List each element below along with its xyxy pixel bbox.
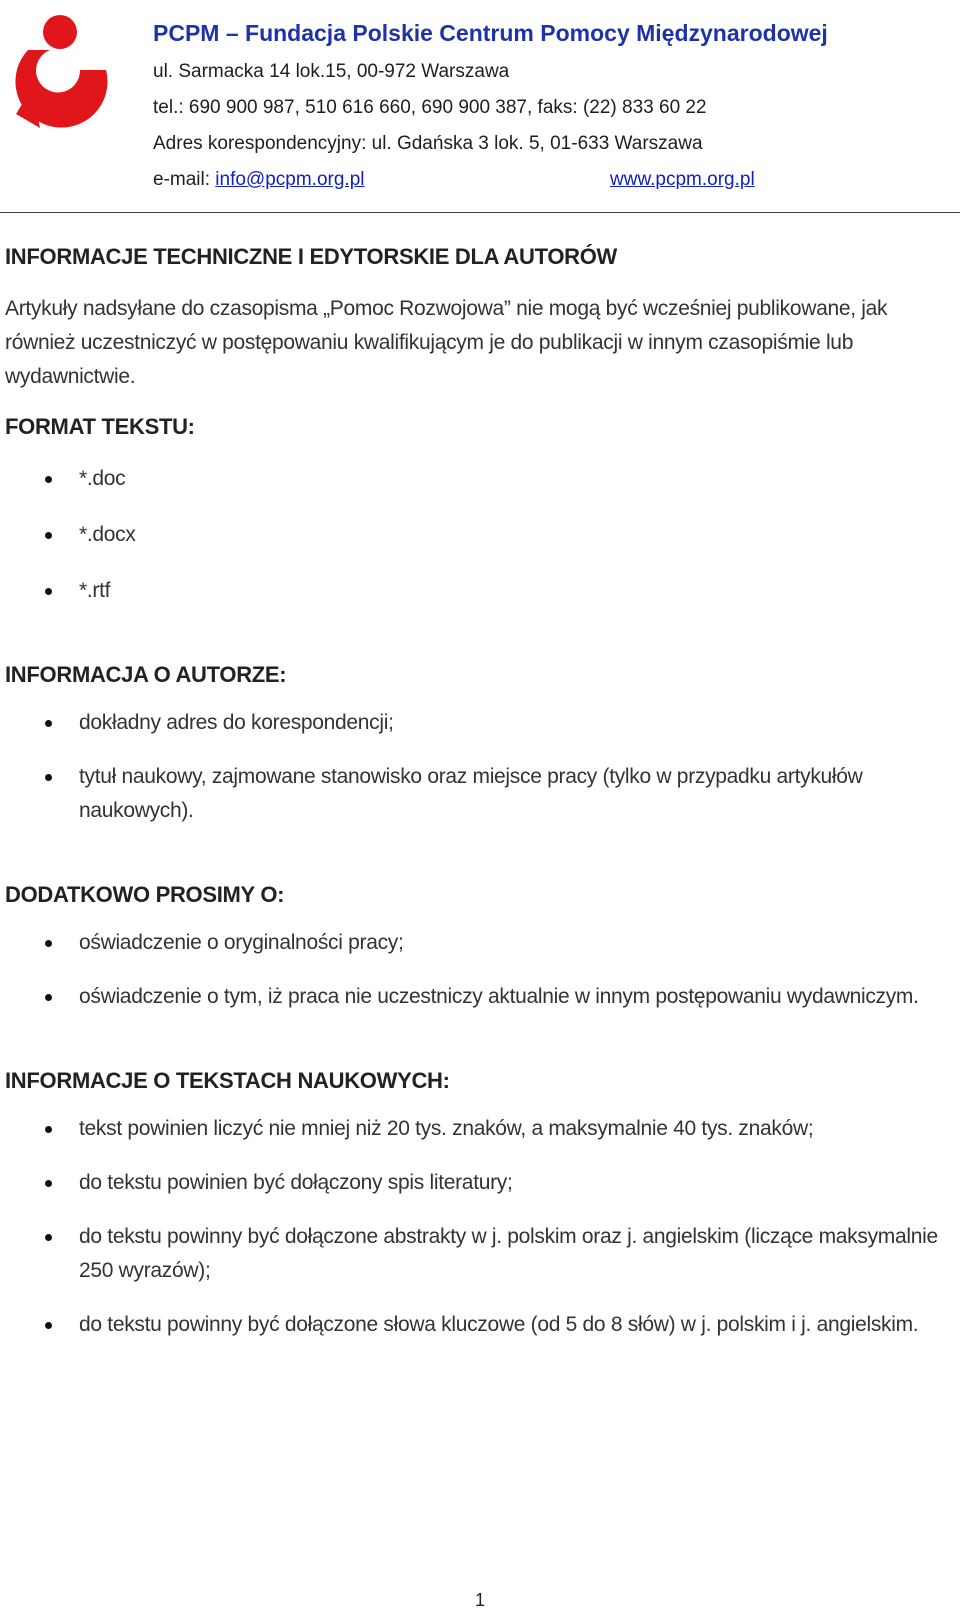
phone-line: tel.: 690 900 987, 510 616 660, 690 900 387, faks: (22) 833 60 22 <box>153 97 707 118</box>
document-body <box>5 236 955 1342</box>
organization-name: PCPM – Fundacja Polskie Centrum Pomocy Międzynarodowej <box>153 20 828 46</box>
list-item: do tekstu powinien być dołączony spis literatury; <box>5 1166 955 1200</box>
author-info-section <box>5 662 955 828</box>
list-item: dokładny adres do korespondencji; <box>5 706 955 740</box>
email-link[interactable]: info@pcpm.org.pl <box>215 169 365 190</box>
list-item: oświadczenie o tym, iż praca nie uczestniczy aktualnie w innym postępowaniu wydawniczym. <box>5 980 955 1014</box>
list-item: oświadczenie o oryginalności pracy; <box>5 926 955 960</box>
list-item: *.rtf <box>5 574 955 608</box>
list-item: tekst powinien liczyć nie mniej niż 20 tys. znaków, a maksymalnie 40 tys. znaków; <box>5 1112 955 1146</box>
website-link[interactable]: www.pcpm.org.pl <box>610 169 755 190</box>
correspondence-address-line: Adres korespondencyjny: ul. Gdańska 3 lok. 5, 01-633 Warszawa <box>153 133 703 154</box>
additional-list <box>5 926 955 1014</box>
scientific-texts-list <box>5 1112 955 1342</box>
format-list <box>5 462 955 608</box>
intro-paragraph: Artykuły nadsyłane do czasopisma „Pomoc Rozwojowa” nie mogą być wcześniej publikowane, jak również uczestniczyć w postępowaniu kwalifikującym je do publikacji w innym czasopiśmie lub wydawnictwie. <box>5 297 888 388</box>
section-heading-scientific: INFORMACJE O TEKSTACH NAUKOWYCH: <box>5 1068 450 1093</box>
address-line: ul. Sarmacka 14 lok.15, 00-972 Warszawa <box>153 61 510 82</box>
list-item: do tekstu powinny być dołączone abstrakty w j. polskim oraz j. angielskim (liczące maksymalnie 250 wyrazów); <box>5 1220 955 1288</box>
pcpm-logo <box>6 10 112 130</box>
scientific-texts-section <box>5 1068 955 1342</box>
page-number: 1 <box>474 1590 485 1610</box>
author-info-list <box>5 706 955 828</box>
section-heading-author: INFORMACJA O AUTORZE: <box>5 662 287 687</box>
document-title: INFORMACJE TECHNICZNE I EDYTORSKIE DLA AUTORÓW <box>5 244 617 269</box>
additional-section <box>5 882 955 1014</box>
list-item: *.doc <box>5 462 955 496</box>
list-item: *.docx <box>5 518 955 552</box>
contact-line <box>153 162 828 198</box>
list-item: do tekstu powinny być dołączone słowa kluczowe (od 5 do 8 słów) w j. polskim i j. angielskim. <box>5 1308 955 1342</box>
letterhead <box>153 18 828 198</box>
header-divider <box>0 212 960 213</box>
section-heading-additional: DODATKOWO PROSIMY O: <box>5 882 285 907</box>
section-heading-format: FORMAT TEKSTU: <box>5 414 195 439</box>
email-label: e-mail: <box>153 169 216 190</box>
list-item: tytuł naukowy, zajmowane stanowisko oraz miejsce pracy (tylko w przypadku artykułów naukowych). <box>5 760 955 828</box>
